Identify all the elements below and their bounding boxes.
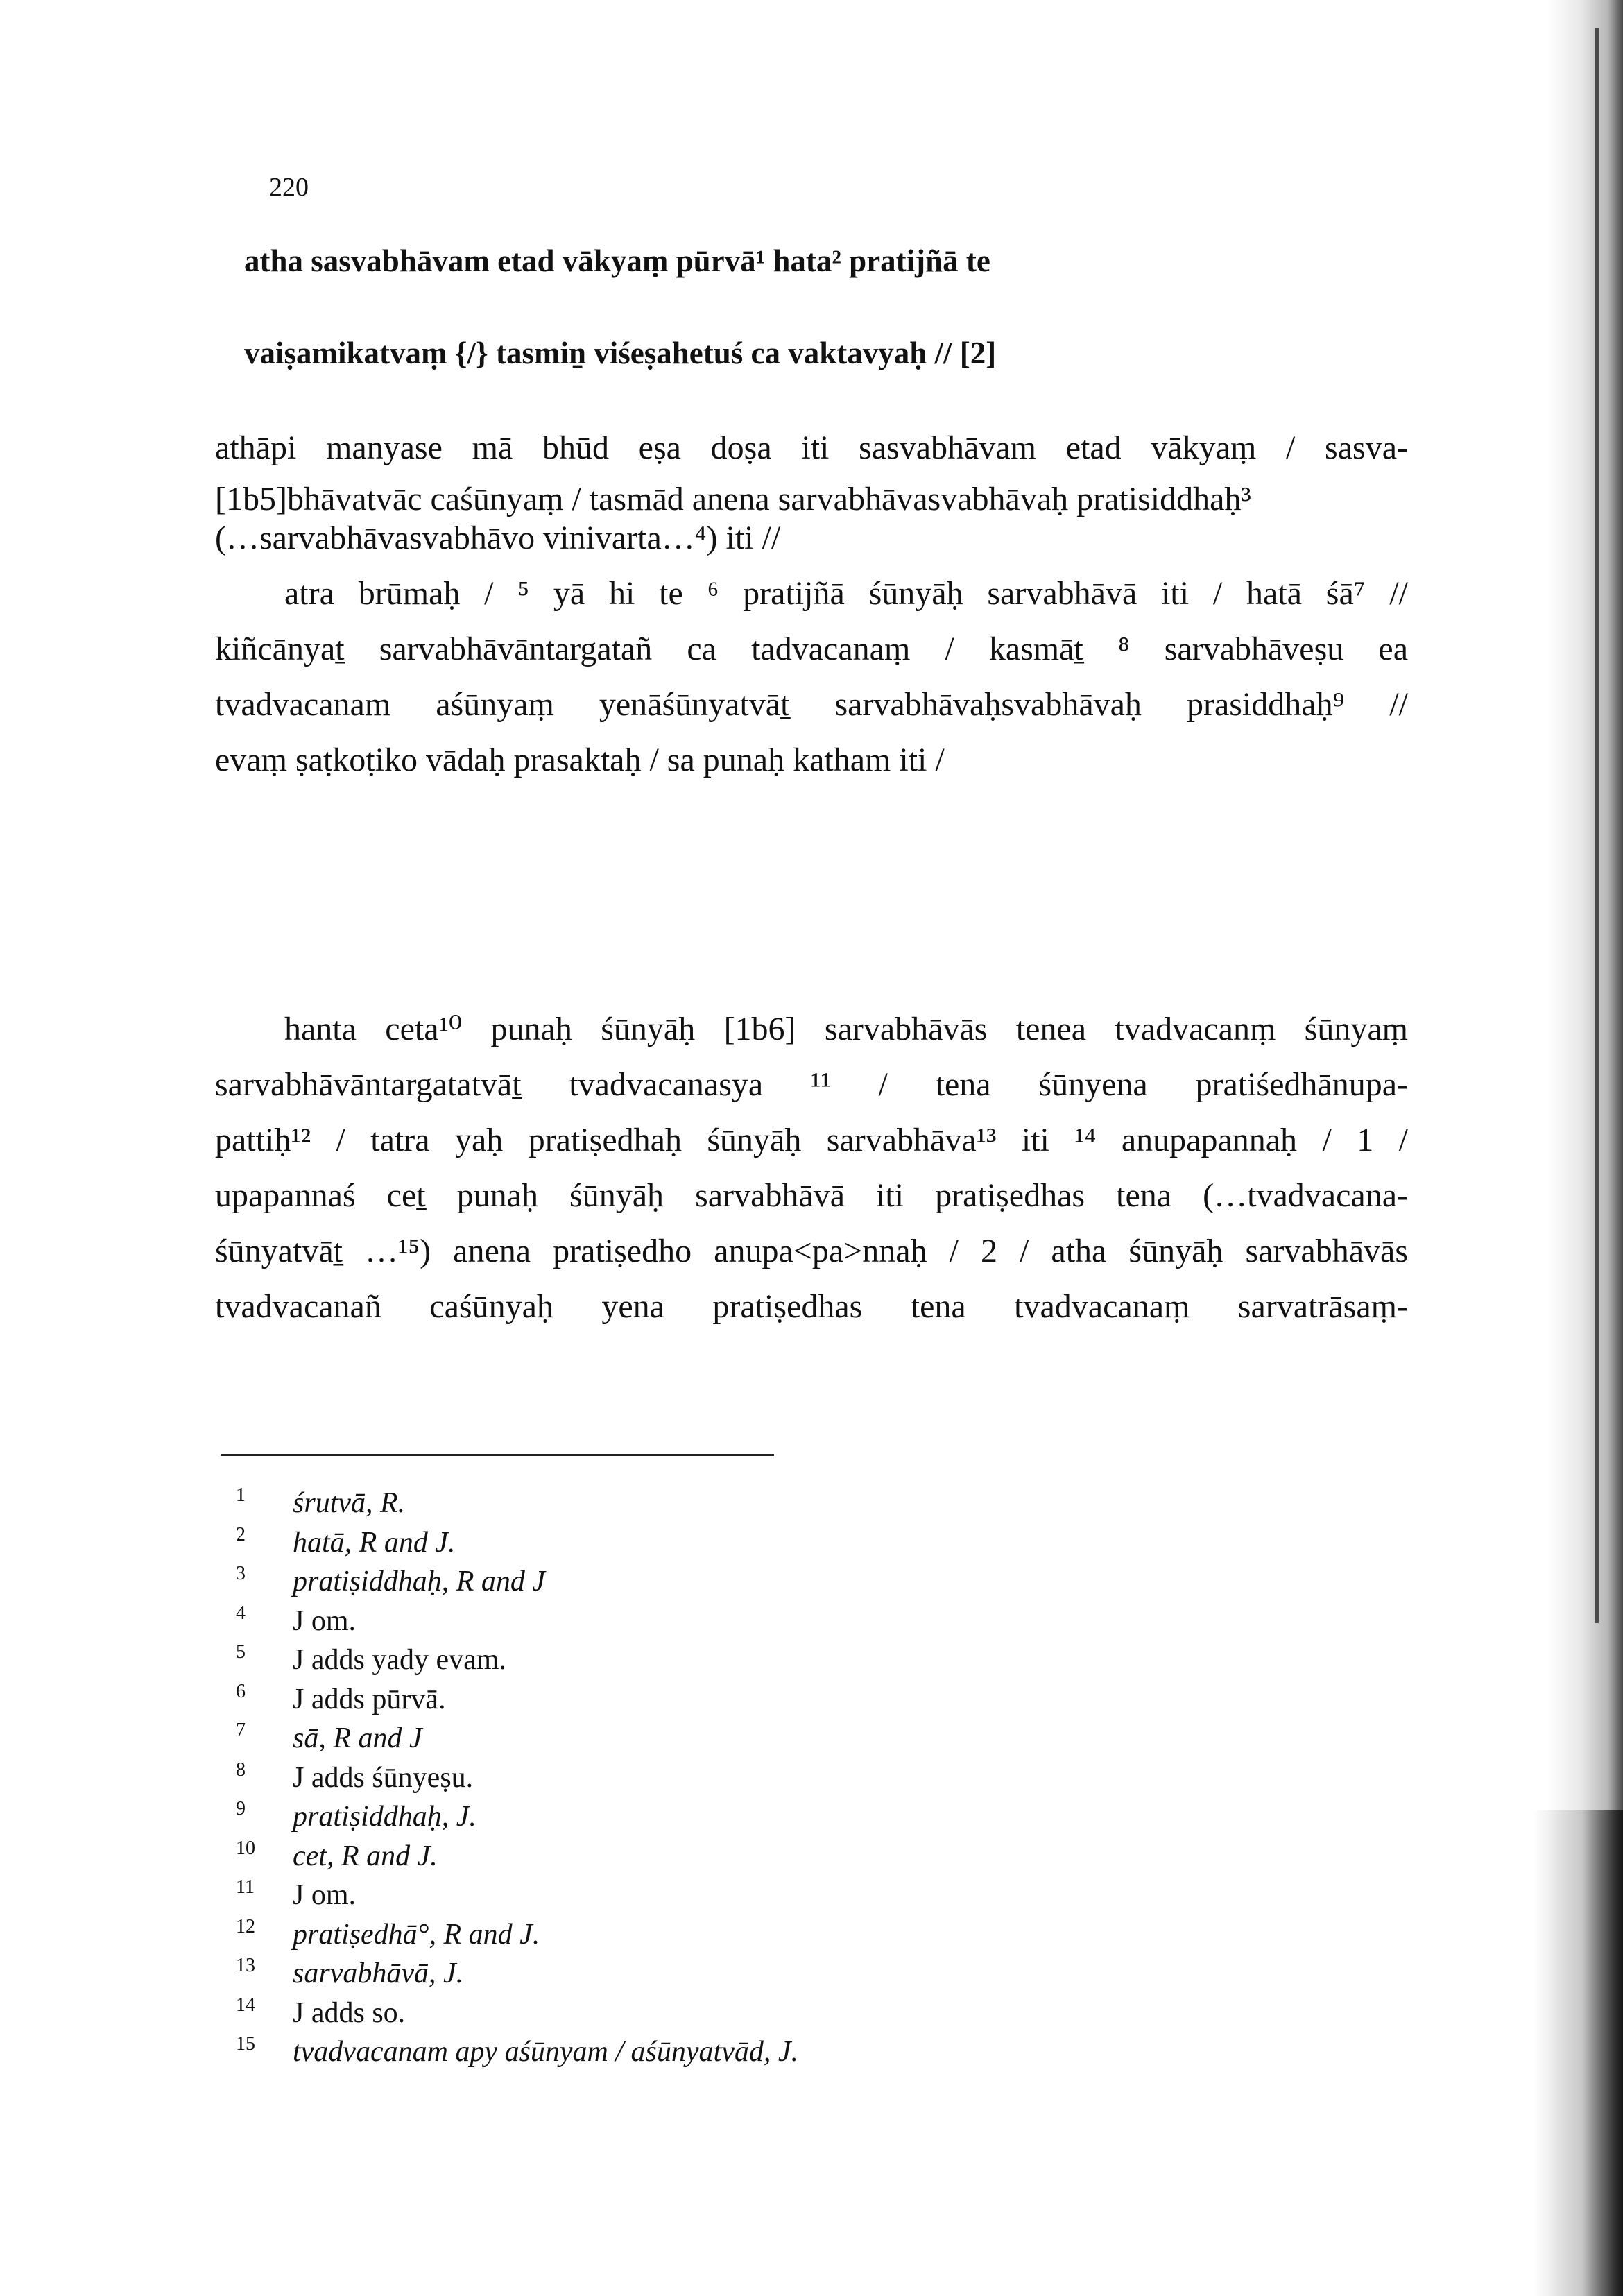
footnote [236, 1829, 798, 1872]
footnote-text: hatā, R and J. [293, 1526, 456, 1559]
footnote-text: J adds yady evam. [293, 1644, 506, 1676]
commentary-line: sarvabhāvāntargatatvāṯ tvadvacanasya ¹¹ / tena śūnyena pratiśedhānupa- [215, 1066, 1408, 1103]
footnote-number: 6 [236, 1680, 246, 1702]
footnote [236, 1516, 798, 1559]
footnote [236, 1711, 798, 1754]
footnote [236, 1554, 798, 1597]
commentary-line: kiñcānyaṯ sarvabhāvāntargatañ ca tadvacanaṃ / kasmāṯ ⁸ sarvabhāveṣu ea [215, 631, 1408, 667]
footnote-number: 12 [236, 1915, 255, 1937]
footnote-number: 13 [236, 1955, 255, 1976]
footnote-number: 2 [236, 1523, 246, 1545]
footnote-text: J om. [293, 1879, 357, 1911]
verse-line-1: atha sasvabhāvam etad vākyaṃ pūrvā¹ hata² pratijñā te [244, 243, 990, 278]
footnote-text: pratiṣiddhaḥ, R and J [293, 1566, 545, 1597]
commentary-line: upapannaś ceṯ punaḥ śūnyāḥ sarvabhāvā iti pratiṣedhas tena (…tvadvacana- [215, 1177, 1408, 1214]
page-number: 220 [269, 173, 309, 202]
footnote [236, 1476, 798, 1519]
commentary-line: pattiḥ¹² / tatra yaḥ pratiṣedhaḥ śūnyāḥ sarvabhāva¹³ iti ¹⁴ anupapannaḥ / 1 / [215, 1122, 1408, 1158]
footnote-text: pratiṣiddhaḥ, J. [293, 1801, 476, 1833]
footnote-text: pratiṣedhā°, R and J. [293, 1918, 540, 1951]
commentary-line: tvadvacanam aśūnyaṃ yenāśūnyatvāṯ sarvabhāvaḥsvabhāvaḥ prasiddhaḥ⁹ // [215, 686, 1408, 723]
commentary-line: tvadvacanañ caśūnyaḥ yena pratiṣedhas tena tvadvacanaṃ sarvatrāsaṃ- [215, 1288, 1408, 1325]
footnote-number: 3 [236, 1563, 246, 1584]
footnote-text: J om. [293, 1604, 357, 1637]
footnote [236, 1672, 798, 1715]
commentary-line: [1b5]bhāvatvāc caśūnyaṃ / tasmād anena sarvabhāvasvabhāvaḥ pratisiddhaḥ³ [215, 481, 1251, 517]
footnote-number: 15 [236, 2033, 255, 2055]
book-spine-shadow-bottom [1533, 1810, 1623, 2296]
commentary-paragraph-2 [215, 1002, 1408, 1335]
footnote-text: J adds śūnyeṣu. [293, 1761, 474, 1794]
footnote [236, 1986, 798, 2029]
footnote-text: śrutvā, R. [293, 1487, 406, 1519]
verse-line-2: vaiṣamikatvaṃ {/} tasmiṉ viśeṣahetuś ca vaktavyaḥ // [2] [244, 336, 997, 370]
footnote-text: sā, R and J [293, 1722, 422, 1754]
footnote [236, 1790, 798, 1833]
footnote-number: 14 [236, 1994, 255, 2016]
footnote-number: 11 [236, 1876, 255, 1898]
commentary-line: atra brūmaḥ / ⁵ yā hi te ⁶ pratijñā śūnyāḥ sarvabhāvā iti / hatā śā⁷ // [284, 575, 1408, 612]
footnote-number: 1 [236, 1484, 246, 1506]
footnote-text: cet, R and J. [293, 1840, 438, 1872]
footnotes [236, 1476, 798, 2068]
footnote-number: 5 [236, 1641, 246, 1663]
footnote [236, 1868, 798, 1911]
commentary-paragraph-1 [215, 420, 1408, 788]
footnote-text: sarvabhāvā, J. [293, 1957, 464, 1989]
commentary-line: śūnyatvāṯ …¹⁵) anena pratiṣedho anupa<pa>nnaḥ / 2 / atha śūnyāḥ sarvabhāvās [215, 1233, 1408, 1269]
footnote [236, 1908, 798, 1951]
footnote-number: 8 [236, 1758, 246, 1781]
commentary-line: (…sarvabhāvasvabhāvo vinivarta…⁴) iti // [215, 520, 781, 556]
footnote [236, 1946, 798, 1989]
footnote-text: tvadvacanam apy aśūnyam / aśūnyatvād, J. [293, 2036, 798, 2068]
footnote-number: 10 [236, 1837, 255, 1859]
footnote [236, 1633, 798, 1676]
footnote-number: 4 [236, 1602, 246, 1624]
footnote [236, 1751, 798, 1794]
footnote-text: J adds pūrvā. [293, 1683, 446, 1715]
footnote-divider [221, 1454, 774, 1456]
commentary-line: athāpi manyase mā bhūd eṣa doṣa iti sasvabhāvam etad vākyaṃ / sasva- [215, 429, 1408, 466]
footnote-number: 7 [236, 1720, 246, 1741]
commentary-line: hanta ceta¹⁰ punaḥ śūnyāḥ [1b6] sarvabhāvās tenea tvadvacanṃ śūnyaṃ [284, 1011, 1408, 1047]
footnote [236, 2025, 798, 2068]
footnote-number: 9 [236, 1798, 246, 1819]
footnote-text: J adds so. [293, 1996, 406, 2029]
footnote [236, 1594, 798, 1637]
commentary-line: evaṃ ṣaṭkoṭiko vādaḥ prasaktaḥ / sa punaḥ katham iti / [215, 742, 945, 778]
